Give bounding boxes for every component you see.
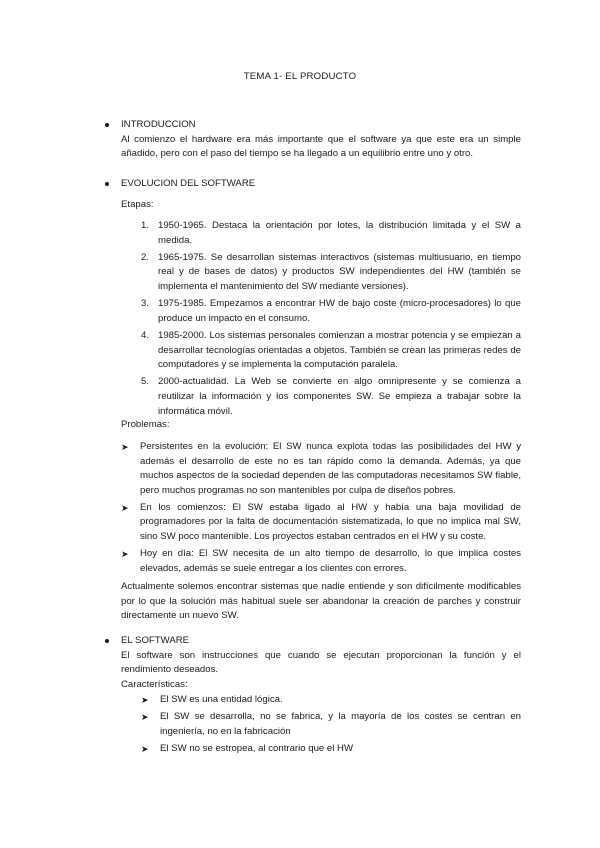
problema-item: [121, 501, 521, 545]
etapa-number: 1.: [141, 220, 150, 231]
etapa-number: 4.: [141, 329, 150, 341]
section-text: Al comienzo el hardware era más importante que el software ya que este era un simple añadido, pero con el paso del tiempo se ha llegado a un equilibrio entre uno y otro.: [121, 133, 521, 160]
arrow-bullet-icon: ➤: [121, 442, 129, 452]
caracteristicas-label: Características:: [121, 678, 188, 690]
caracteristicas-list: [141, 693, 521, 759]
section-heading: EL SOFTWARE: [121, 635, 190, 646]
conclusion-text: Actualmente solemos encontrar sistemas que nadie entiende y son difícilmente modificables por lo que la solución más habitual suele ser abandonar la creación de parches y construir directamente un nuevo SW.: [121, 581, 521, 622]
caracteristica-item: [141, 710, 521, 739]
etapa-item: [141, 375, 521, 419]
problemas-label: Problemas:: [121, 419, 170, 430]
etapa-item: [141, 297, 521, 326]
section-heading: EVOLUCION DEL SOFTWARE: [121, 178, 256, 189]
problema-item-text: Persistentes en la evolución: El SW nunca explota todas las posibilidades del HW y además el desarrollo de este no es tan rápido como la demanda. Además, ya que muchos aspectos de la sociedad dependen de las computadoras necesitamos SW fiable, pero muchos programas no son mantenibles por culpa de diseños pobres.: [140, 441, 521, 496]
etapas-list: [141, 219, 521, 422]
etapa-number: 5.: [141, 376, 150, 388]
caracteristica-item: [141, 693, 521, 708]
etapas-label: Etapas:: [121, 199, 154, 210]
caracteristica-item-text: El SW no se estropea, al contrario que el HW: [160, 742, 354, 754]
problema-item: [121, 547, 521, 576]
etapa-item: [141, 329, 521, 373]
problema-item-text: Hoy en día: El SW necesita de un alto tiempo de desarrollo, lo que implica costes elevados, además se suele entregar a los clientes con errores.: [140, 548, 521, 574]
etapa-text: 1965-1975. Se desarrollan sistemas interactivos (sistemas multiusuario, en tiempo real y de bases de datos) y productos SW independientes del HW (también se implementa el mantenimiento del SW mediante versiones).: [158, 251, 521, 292]
problema-item: [121, 440, 521, 498]
section-introduccion: [121, 118, 521, 162]
caracteristica-item-text: El SW es una entidad lógica.: [160, 694, 283, 705]
bullet-icon: [105, 182, 109, 186]
section-heading: INTRODUCCION: [121, 119, 196, 130]
section-software: [121, 634, 521, 692]
etapa-item: [141, 219, 521, 248]
arrow-bullet-icon: ➤: [121, 549, 129, 560]
arrow-bullet-icon: ➤: [141, 695, 149, 705]
bullet-icon: [105, 123, 109, 127]
bullet-icon: [105, 639, 109, 643]
etapa-number: 2.: [141, 251, 150, 263]
section-evolucion: [121, 177, 521, 192]
etapa-text: 2000-actualidad. La Web se convierte en algo omnipresente y se comienza a reutilizar la información y los componentes SW. Se empieza a trabajar sobre la informática móvil.: [158, 376, 521, 417]
etapa-text: 1950-1965. Destaca la orientación por lotes, la distribución limitada y el SW a medida.: [158, 220, 521, 246]
etapa-text: 1985-2000. Los sistemas personales comienzan a mostrar potencia y se empiezan a desarrollar tecnologías orientadas a objetos. También se crean las primeras redes de computadores y se implementa la computación paralela.: [158, 329, 521, 371]
arrow-bullet-icon: ➤: [141, 712, 149, 723]
etapa-item: [141, 251, 521, 295]
caracteristica-item-text: El SW se desarrolla, no se fabrica, y la mayoría de los costes se centran en ingeniería, no en la fabricación: [160, 711, 521, 737]
arrow-bullet-icon: ➤: [121, 502, 129, 513]
etapa-number: 3.: [141, 298, 150, 310]
caracteristica-item: [141, 742, 521, 757]
arrow-bullet-icon: ➤: [141, 743, 149, 754]
document-title: TEMA 1- EL PRODUCTO: [243, 71, 357, 82]
section-text: El software son instrucciones que cuando se ejecutan proporcionan la función y el rendimiento deseados.: [121, 649, 521, 676]
problemas-list: [121, 440, 521, 579]
etapa-text: 1975-1985. Empezamos a encontrar HW de bajo coste (micro-procesadores) lo que produce un impacto en el consumo.: [158, 298, 521, 324]
problema-item-text: En los comienzos: El SW estaba ligado al HW y había una baja movilidad de programadores por la falta de documentación sistematizada, lo que no implica mal SW, sino SW poco mantenible. Los proyectos estaban centrados en el HW y su coste.: [140, 501, 521, 543]
